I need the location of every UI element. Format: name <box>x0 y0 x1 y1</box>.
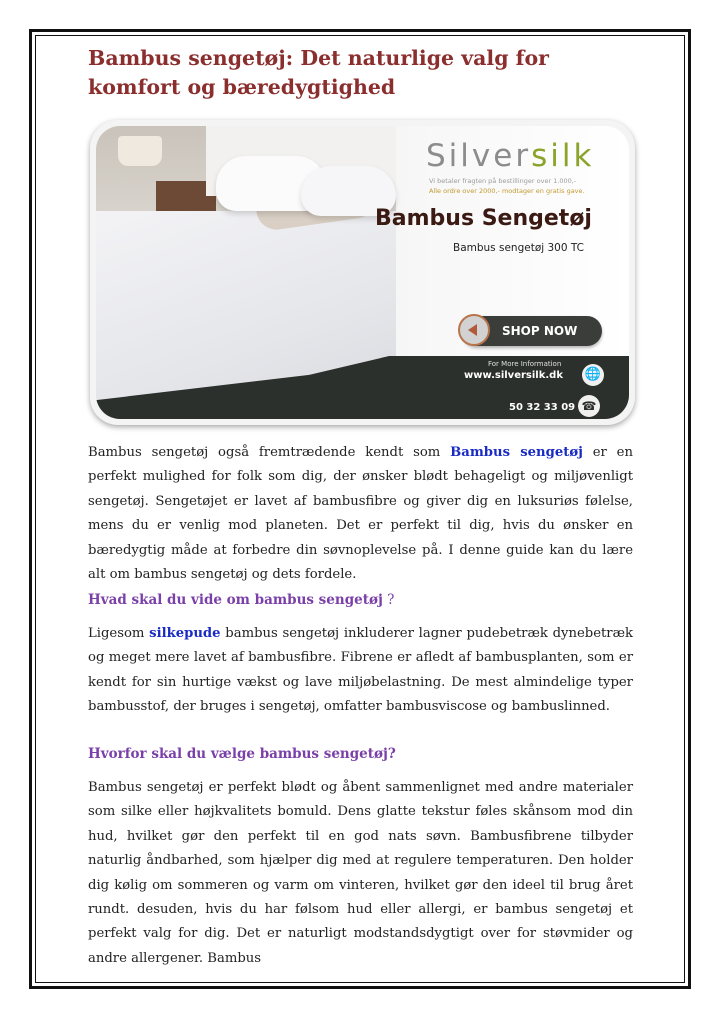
website-url[interactable]: www.silversilk.dk <box>464 370 563 381</box>
silversilk-logo <box>426 138 594 174</box>
para1-text: Bambus sengetøj også fremtrædende kendt som <box>88 445 451 460</box>
banner-tagline <box>429 176 585 196</box>
heading1-suffix: ? <box>382 592 395 608</box>
para2-text: Ligesom <box>88 626 150 641</box>
shop-now-label: SHOP NOW <box>502 324 578 338</box>
more-info-label: For More Information <box>488 360 562 368</box>
section-heading-why: Hvorfor skal du vælge bambus sengetøj? <box>88 746 396 762</box>
page-title: Bambus sengetøj: Det naturlige valg for komfort og bæredygtighed <box>88 46 549 99</box>
banner-inner <box>96 126 629 419</box>
logo-silver: Silver <box>426 138 532 174</box>
heading1-text: Hvad skal du vide om bambus sengetøj <box>88 592 383 608</box>
globe-icon: 🌐 <box>582 364 604 386</box>
arrow-left-icon <box>458 314 490 346</box>
why-paragraph: Bambus sengetøj er perfekt blødt og åbent sammenlignet med andre materialer som silke eller højkvalitets bomuld. Dens glatte tekstur føles skånsom mod din hud, hvilket gør den perfekt til en god nats søvn. Bambusfibrene tilbyder naturlig åndbarhed, som hjælper dig med at regulere temperaturen. Den holder dig kølig om sommeren og varm om vinteren, hvilket gør den ideel til brug året rundt. desuden, hvis du har følsom hud eller allergi, er bambus sengetøj et perfekt valg for dig. Det er naturligt modstandsdygtigt over for støvmider og andre allergener. Bambus <box>88 780 633 966</box>
phone-icon: ☎ <box>578 395 600 417</box>
banner-subheading: Bambus sengetøj 300 TC <box>453 242 585 254</box>
lamp <box>118 136 162 166</box>
para1-text-rest: er en perfekt mulighed for folk som dig, der ønsker blødt behageligt og miljøvenligt sengetøj. Sengetøjet er lavet af bambusfibre og giver dig en luksuriøs følelse, mens du er venlig mod planeten. Det er perfekt til dig, hvis du ønsker en bæredygtig måde at forbedre din søvnoplevelse på. I denne guide kan du lære alt om bambus sengetøj og dets fordele. <box>88 445 633 583</box>
banner-heading: Bambus Sengetøj <box>375 206 592 231</box>
tagline-gift: Alle ordre over 2000,- modtager en gratis gave. <box>429 187 585 195</box>
shop-now-button[interactable] <box>462 316 602 346</box>
silkepude-link[interactable]: silkepude <box>149 626 221 641</box>
what-paragraph <box>88 622 633 720</box>
bambus-sengetoj-link[interactable]: Bambus sengetøj <box>450 445 583 460</box>
section-heading-what <box>88 592 394 608</box>
phone-number: 50 32 33 09 <box>509 402 576 413</box>
logo-silk: silk <box>531 138 595 174</box>
silversilk-banner <box>90 120 635 425</box>
tagline-shipping: Vi betaler fragten på bestillinger over 1.000,- <box>429 177 577 185</box>
para2-text-rest: bambus sengetøj inkluderer lagner pudebetræk dynebetræk og meget mere lavet af bambusfibre. Fibrene er afledt af bambusplanten, som er kendt for sin hurtige vækst og lave miljøbelastning. De mest almindelige typer bambusstof, der bruges i sengetøj, omfatter bambusviscose og bambuslinned. <box>88 626 633 715</box>
intro-paragraph <box>88 441 633 587</box>
